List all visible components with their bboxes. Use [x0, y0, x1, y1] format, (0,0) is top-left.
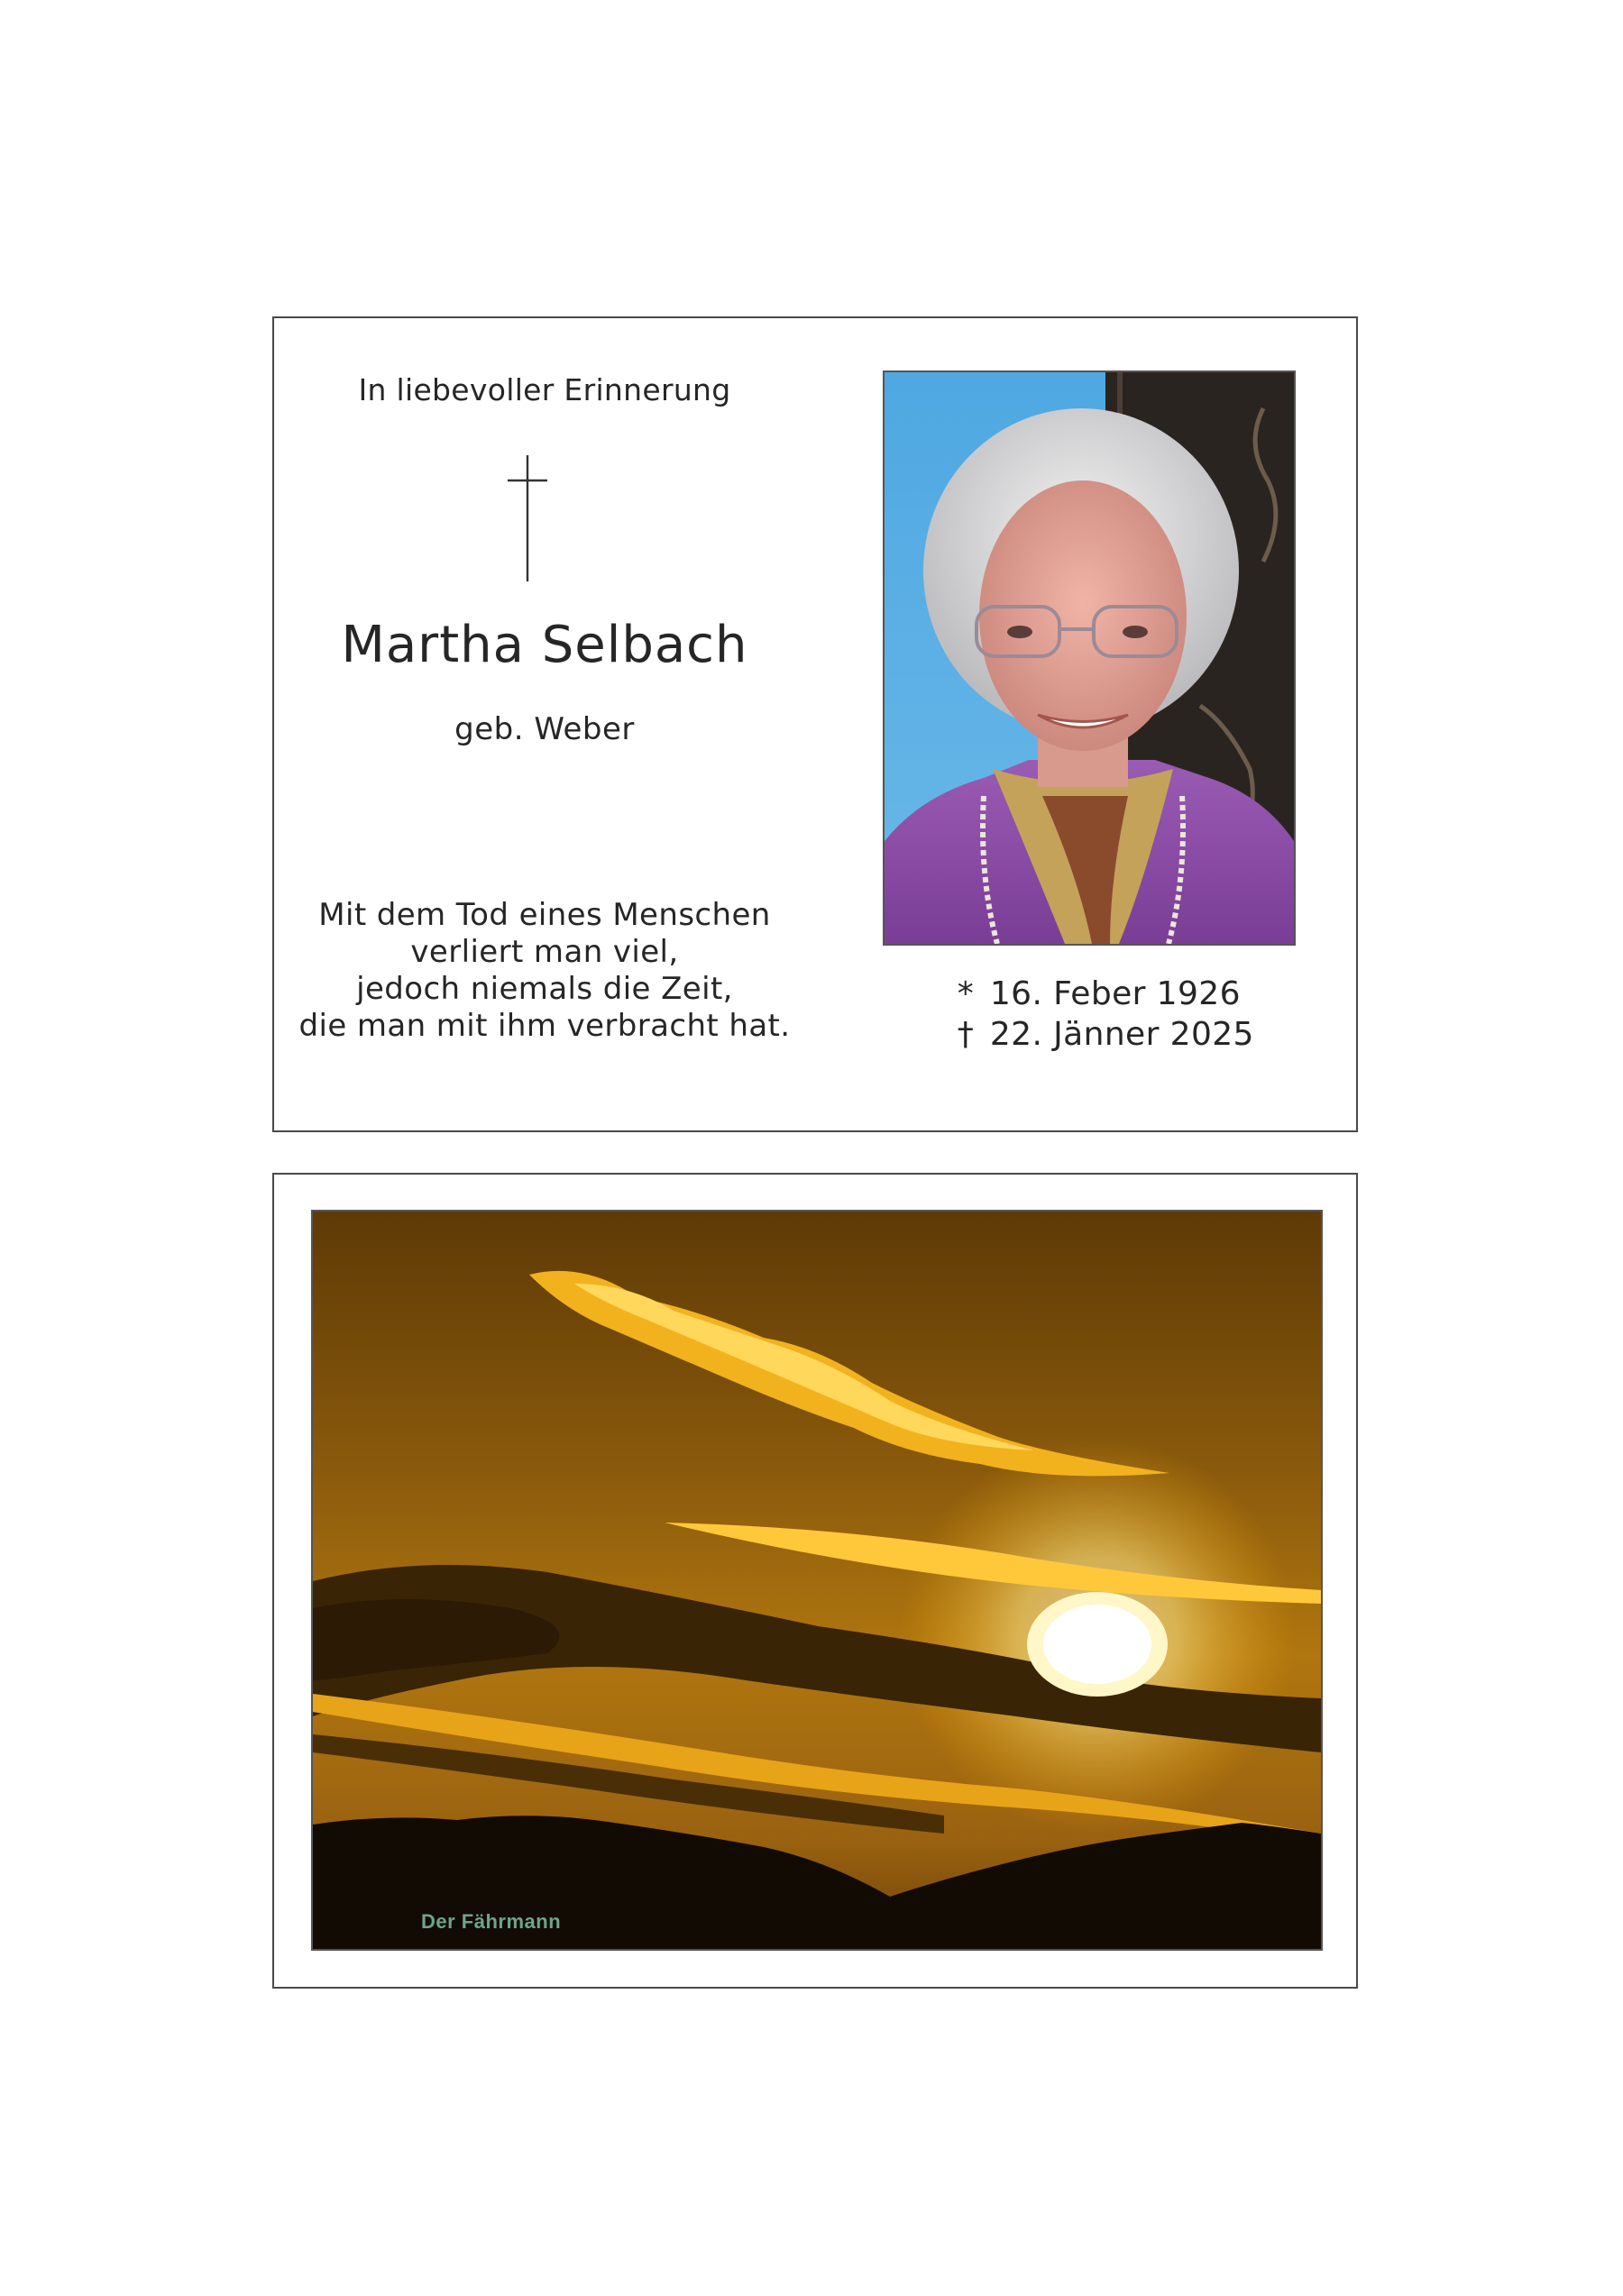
quote-line: jedoch niemals die Zeit,: [356, 971, 733, 1007]
birth-date-line: [952, 974, 1254, 1014]
quote-line: die man mit ihm verbracht hat.: [298, 1008, 791, 1044]
quote-line: Mit dem Tod eines Menschen: [318, 897, 771, 933]
cross-icon: [505, 455, 550, 581]
memorial-card-front: [272, 316, 1358, 1132]
memorial-heading: In liebevoller Erinnerung: [358, 372, 731, 407]
portrait-photo: [883, 370, 1296, 946]
image-caption: Der Fährmann: [421, 1910, 562, 1933]
quote-line: verliert man viel,: [410, 934, 679, 970]
death-date: 22. Jänner 2025: [989, 1016, 1254, 1053]
sunset-landscape-photo: [311, 1210, 1323, 1951]
memorial-quote: [274, 897, 815, 1045]
maiden-name: geb. Weber: [454, 711, 635, 747]
memorial-card-back: [272, 1173, 1358, 1989]
death-dagger-icon: †: [957, 1016, 975, 1053]
birth-date: 16. Feber 1926: [989, 975, 1241, 1012]
deceased-name: Martha Selbach: [341, 616, 748, 674]
life-dates: [952, 974, 1254, 1055]
birth-star-icon: *: [957, 975, 975, 1012]
death-date-line: [952, 1014, 1254, 1055]
